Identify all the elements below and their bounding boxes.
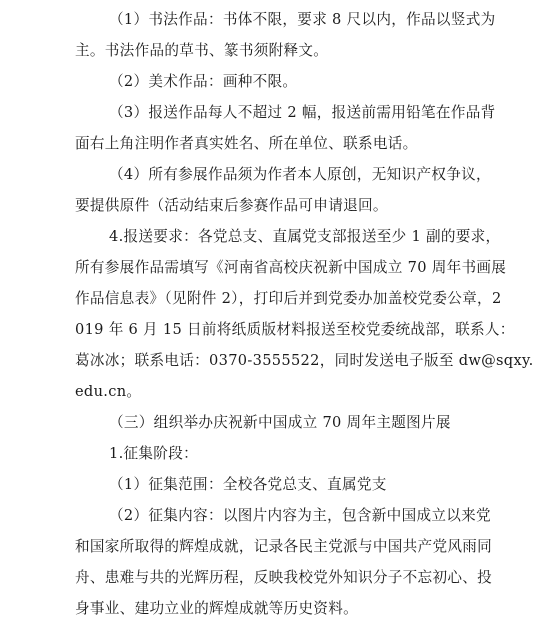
- paragraph-line: 主。书法作品的草书、篆书须附释文。: [75, 42, 329, 59]
- paragraph-line: 和国家所取得的辉煌成就，记录各民主党派与中国共产党风雨同: [75, 538, 493, 555]
- paragraph-line: 4.报送要求：各党总支、直属党支部报送至少 1 副的要求，: [109, 228, 501, 245]
- paragraph-line: （1）书法作品：书体不限，要求 8 尺以内，作品以竖式为: [109, 11, 496, 28]
- paragraph-line: 葛冰冰；联系电话：0370-3555522，同时发送电子版至 dw@sqxy.: [75, 352, 534, 369]
- paragraph-line: edu.cn。: [75, 383, 142, 400]
- paragraph-line: （2）征集内容：以图片内容为主，包含新中国成立以来党: [109, 507, 491, 524]
- paragraph-line: 所有参展作品需填写《河南省高校庆祝新中国成立 70 周年书画展: [75, 259, 507, 276]
- paragraph-line: 019 年 6 月 15 日前将纸质版材料报送至校党委统战部，联系人：: [75, 321, 515, 338]
- paragraph-line: （3）报送作品每人不超过 2 幅，报送前需用铅笔在作品背: [109, 104, 496, 121]
- paragraph-line: 要提供原件（活动结束后参赛作品可申请退回。: [75, 197, 388, 214]
- paragraph-line: 作品信息表》（见附件 2），打印后并到党委办加盖校党委公章，2: [75, 290, 502, 307]
- paragraph-line: （1）征集范围：全校各党总支、直属党支: [109, 476, 387, 493]
- paragraph-line: 身事业、建功立业的辉煌成就等历史资料。: [75, 600, 358, 617]
- paragraph-line: （4）所有参展作品须为作者本人原创，无知识产权争议，: [109, 166, 491, 183]
- paragraph-line: （2）美术作品：画种不限。: [109, 73, 298, 90]
- paragraph-line: 1.征集阶段：: [109, 445, 198, 462]
- paragraph-line: 舟、患难与共的光辉历程，反映我校党外知识分子不忘初心、投: [75, 569, 493, 586]
- paragraph-line: 面右上角注明作者真实姓名、所在单位、联系电话。: [75, 135, 418, 152]
- section-heading: （三）组织举办庆祝新中国成立 70 周年主题图片展: [109, 414, 451, 431]
